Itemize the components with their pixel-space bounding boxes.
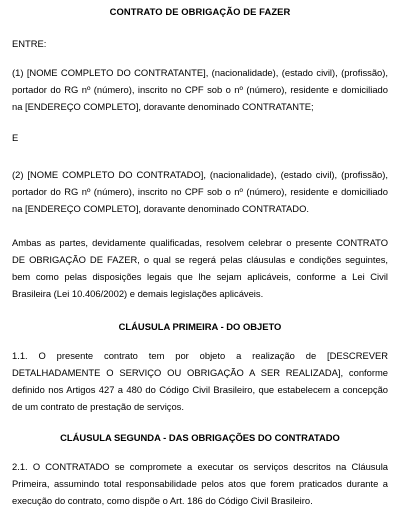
entre-label: ENTRE:	[12, 38, 47, 49]
contract-document	[12, 6, 388, 526]
clause-1-item-1-1: 1.1. O presente contrato tem por objeto a realização de [DESCREVER DETALHADAMENTE O SERVIÇO OU OBRIGAÇÃO A SER REALIZADA], conforme definido nos Artigos 427 a 480 do Código Civil Brasileiro, que estabelecem a concepção de um contrato de prestação de serviços.	[12, 350, 388, 412]
clause-1-heading: CLÁUSULA PRIMEIRA - DO OBJETO	[118, 321, 282, 332]
preamble-paragraph: Ambas as partes, devidamente qualificadas, resolvem celebrar o presente CONTRATO DE OBRIGAÇÃO DE FAZER, o qual se regerá pelas cláusulas e condições seguintes, bem como pelas disposições legais que lhe sejam aplicáveis, conforme a Lei Civil Brasileira (Lei 10.406/2002) e demais legislações aplicáveis.	[12, 237, 388, 299]
party-2-paragraph: (2) [NOME COMPLETO DO CONTRATADO], (nacionalidade), (estado civil), (profissão), portador do RG nº (número), inscrito no CPF sob o nº (número), residente e domiciliado na [ENDEREÇO COMPLETO], doravante denominado CONTRATADO.	[12, 169, 388, 214]
party-1-paragraph: (1) [NOME COMPLETO DO CONTRATANTE], (nacionalidade), (estado civil), (profissão), portador do RG nº (número), inscrito no CPF sob o nº (número), residente e domiciliado na [ENDEREÇO COMPLETO], doravante denominado CONTRATANTE;	[12, 67, 388, 112]
e-label: E	[12, 132, 19, 143]
clause-2-heading: CLÁUSULA SEGUNDA - DAS OBRIGAÇÕES DO CONTRATADO	[60, 432, 340, 443]
clause-2-item-2-1: 2.1. O CONTRATADO se compromete a executar os serviços descritos na Cláusula Primeira, assumindo total responsabilidade pelos atos que forem praticados durante a execução do contrato, como dispõe o Art. 186 do Código Civil Brasileiro.	[12, 461, 388, 506]
document-title: CONTRATO DE OBRIGAÇÃO DE FAZER	[109, 6, 291, 17]
